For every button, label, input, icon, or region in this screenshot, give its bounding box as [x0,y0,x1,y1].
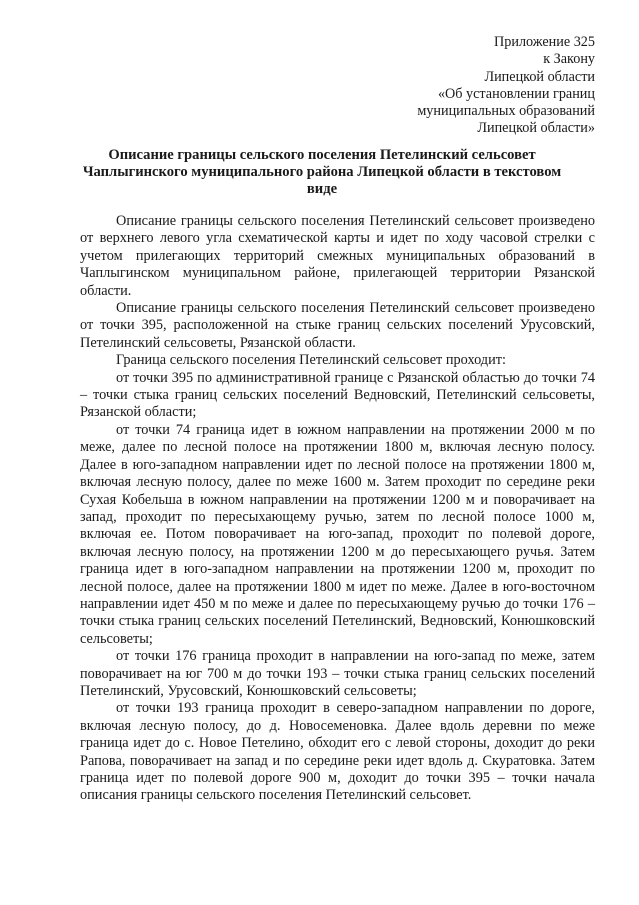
appendix-line: к Закону [543,51,595,68]
paragraph: от точки 395 по административной границе с Рязанской областью до точки 74 – точки стыка границ сельских поселений Ведновский, Петелинский сельсоветы, Рязанской области; [80,369,595,421]
paragraph: от точки 193 граница проходит в северо-западном направлении по дороге, включая лесную полосу, до д. Новосеменовка. Далее вдоль деревни по меже граница идет до с. Новое Петелино, обходит его с левой стороны, доходит до реки Рапова, поворачивает на запад и по середине реки идет вдоль д. Скуратовка. Затем граница идет по полевой дороге 900 м, доходит до точки 395 – точки начала описания границы сельского поселения Петелинский сельсовет. [80,700,595,804]
paragraph: Описание границы сельского поселения Петелинский сельсовет произведено от точки 395, расположенной на стыке границ сельских поселений Урусовский, Петелинский сельсоветы, Рязанской области. [80,300,595,351]
appendix-line: Липецкой области [484,68,595,85]
appendix-line: Липецкой области» [477,120,595,137]
appendix-line: муниципальных образований [417,103,595,120]
appendix-line: Приложение 325 [494,34,595,50]
appendix-header [417,34,595,138]
paragraph: от точки 176 граница проходит в направлении на юго-запад по меже, затем поворачивает на юг 700 м до точки 193 – точки стыка границ сельских поселений Петелинский, Урусовский, Конюшковский сельсоветы; [80,648,595,699]
paragraph: Описание границы сельского поселения Петелинский сельсовет произведено от верхнего левого угла схематической карты и идет по ходу часовой стрелки с учетом прилегающих территорий смежных муниципальных образований в Чаплыгинском муниципальном районе, прилегающей территории Рязанской области. [80,213,595,299]
appendix-line: «Об установлении границ [437,85,595,102]
document-body [80,213,595,805]
document-title: Описание границы сельского поселения Петелинский сельсовет Чаплыгинского муниципального района Липецкой области в текстовом виде [82,147,562,197]
paragraph: Граница сельского поселения Петелинский сельсовет проходит: [116,352,506,369]
paragraph: от точки 74 граница идет в южном направлении на протяжении 2000 м по меже, далее по лесной полосе на протяжении 1800 м, включая лесную полосу. Далее в юго-западном направлении идет по лесной полосе на протяжении 1800 м, включая лесную полосу, далее по меже 1600 м. Затем проходит по середине реки Сухая Кобельша в южном направлении на протяжении 1200 м и поворачивает на запад, проходит по пересыхающему ручью, затем по лесной полосе 1000 м, включая ее. Потом поворачивает на юго-запад, проходит по полевой дороге, включая лесную полосу, на протяжении 1200 м до пересыхающего ручья. Затем граница идет в юго-западном направлении на протяжении 1200 м, проходит по лесной полосе, далее на протяжении 1800 м идет по меже. Далее в юго-восточном направлении идет 450 м по меже и далее по пересыхающему ручью до точки 176 – точки стыка границ сельских поселений Петелинский, Ведновский, Конюшковский сельсоветы; [80,421,595,647]
